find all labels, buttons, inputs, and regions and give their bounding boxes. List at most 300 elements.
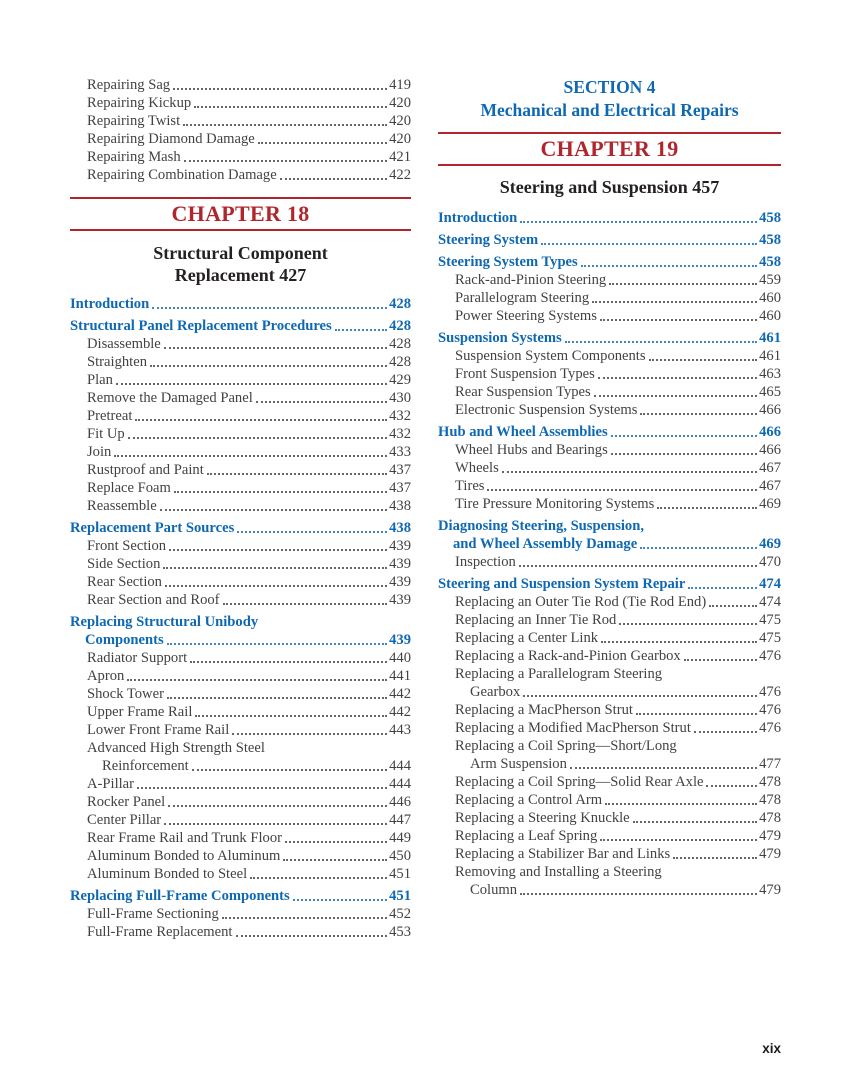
dot-leader bbox=[520, 221, 757, 223]
toc-entry-page: 451 bbox=[389, 888, 411, 904]
chapter-19-kicker: CHAPTER 19 bbox=[540, 136, 679, 161]
toc-entry[interactable] bbox=[438, 611, 781, 629]
toc-entry[interactable] bbox=[70, 425, 411, 443]
toc-entry-label: Aluminum Bonded to Steel bbox=[87, 866, 248, 882]
toc-entry-label: Repairing Twist bbox=[87, 113, 181, 129]
toc-entry-label: Rocker Panel bbox=[87, 794, 166, 810]
dot-leader bbox=[520, 893, 757, 895]
toc-entry-label: Electronic Suspension Systems bbox=[455, 402, 638, 418]
toc-entry[interactable] bbox=[438, 773, 781, 791]
dot-leader bbox=[168, 805, 387, 807]
toc-entry-label: Lower Front Frame Rail bbox=[87, 722, 230, 738]
toc-entry[interactable] bbox=[70, 497, 411, 515]
toc-entry-page: 479 bbox=[759, 846, 781, 862]
toc-entry-page: 476 bbox=[759, 684, 781, 700]
toc-entry-page: 449 bbox=[389, 830, 411, 846]
toc-column-left bbox=[70, 76, 411, 941]
toc-entry[interactable] bbox=[70, 847, 411, 865]
toc-entry-label: Suspension System Components bbox=[455, 348, 646, 364]
toc-entry-label: Fit Up bbox=[87, 426, 125, 442]
toc-entry-page: 458 bbox=[759, 210, 781, 226]
toc-entry-label: Center Pillar bbox=[87, 812, 162, 828]
red-rule-bottom bbox=[70, 229, 411, 231]
toc-entry-label: Components bbox=[85, 632, 164, 648]
chapter-19-title bbox=[438, 176, 781, 198]
toc-entry-label: Side Section bbox=[87, 556, 161, 572]
dot-leader bbox=[207, 473, 387, 475]
toc-entry-page: 428 bbox=[389, 296, 411, 312]
toc-entry-page: 476 bbox=[759, 648, 781, 664]
toc-entry-page: 443 bbox=[389, 722, 411, 738]
toc-entry-page: 458 bbox=[759, 254, 781, 270]
toc-entry-page: 459 bbox=[759, 272, 781, 288]
toc-entries-chapter-18 bbox=[70, 295, 411, 941]
toc-entry-page: 470 bbox=[759, 554, 781, 570]
toc-entry[interactable] bbox=[70, 295, 411, 313]
toc-entry[interactable] bbox=[70, 721, 411, 739]
toc-entry[interactable] bbox=[70, 461, 411, 479]
toc-entry-page: 437 bbox=[389, 480, 411, 496]
toc-entry-page: 439 bbox=[389, 592, 411, 608]
toc-entry[interactable] bbox=[438, 647, 781, 665]
toc-entry-label-line1: Replacing Structural Unibody bbox=[70, 614, 259, 630]
toc-entry-label-line1: Replacing a Parallelogram Steering bbox=[455, 666, 663, 682]
toc-entry-label: Pretreat bbox=[87, 408, 133, 424]
dot-leader bbox=[688, 587, 757, 589]
toc-entry-label: Inspection bbox=[455, 554, 516, 570]
toc-entry-page: 476 bbox=[759, 720, 781, 736]
toc-entry[interactable] bbox=[438, 231, 781, 249]
toc-entry-page: 476 bbox=[759, 702, 781, 718]
dot-leader bbox=[570, 767, 757, 769]
toc-entry-label: Rear Section and Roof bbox=[87, 592, 220, 608]
toc-entry-label: Repairing Kickup bbox=[87, 95, 192, 111]
dot-leader bbox=[150, 365, 387, 367]
toc-entry-page: 469 bbox=[759, 536, 781, 552]
toc-entry-label: Replace Foam bbox=[87, 480, 171, 496]
toc-entry-page: 420 bbox=[389, 95, 411, 111]
dot-leader bbox=[184, 160, 387, 162]
toc-entry-label: Straighten bbox=[87, 354, 147, 370]
toc-entry[interactable] bbox=[438, 791, 781, 809]
dot-leader bbox=[174, 491, 387, 493]
toc-entry-page: 428 bbox=[389, 354, 411, 370]
dot-leader bbox=[709, 605, 757, 607]
dot-leader bbox=[605, 803, 757, 805]
toc-entry-label-line1: Advanced High Strength Steel bbox=[87, 740, 265, 756]
toc-entry[interactable] bbox=[70, 649, 411, 667]
toc-entry-label: Reinforcement bbox=[102, 758, 189, 774]
toc-entry-page: 463 bbox=[759, 366, 781, 382]
dot-leader bbox=[657, 507, 757, 509]
toc-entry[interactable] bbox=[70, 775, 411, 793]
toc-entry-page: 450 bbox=[389, 848, 411, 864]
toc-entry-label: Replacing a Leaf Spring bbox=[455, 828, 598, 844]
toc-entry-page: 478 bbox=[759, 810, 781, 826]
toc-entry-label: Power Steering Systems bbox=[455, 308, 597, 324]
toc-entry-label: Rear Suspension Types bbox=[455, 384, 591, 400]
dot-leader bbox=[600, 839, 757, 841]
dot-leader bbox=[283, 859, 387, 861]
toc-entry-page: 466 bbox=[759, 402, 781, 418]
toc-entry-label: Shock Tower bbox=[87, 686, 164, 702]
dot-leader bbox=[694, 731, 757, 733]
toc-entry[interactable] bbox=[70, 407, 411, 425]
section-4-line2: Mechanical and Electrical Repairs bbox=[480, 100, 739, 120]
toc-entry-label: Structural Panel Replacement Procedures bbox=[70, 318, 332, 334]
toc-entry[interactable] bbox=[70, 573, 411, 591]
toc-entry[interactable] bbox=[438, 575, 781, 593]
dot-leader bbox=[636, 713, 757, 715]
toc-entry-label: Replacing a Rack-and-Pinion Gearbox bbox=[455, 648, 681, 664]
toc-entry[interactable] bbox=[438, 701, 781, 719]
toc-entry-label-line1: Removing and Installing a Steering bbox=[455, 864, 662, 880]
red-rule-bottom bbox=[438, 164, 781, 166]
toc-entry-page: 446 bbox=[389, 794, 411, 810]
toc-entry-page: 439 bbox=[389, 556, 411, 572]
toc-entry-label: Arm Suspension bbox=[470, 756, 567, 772]
dot-leader bbox=[236, 935, 388, 937]
toc-entry[interactable] bbox=[438, 593, 781, 611]
dot-leader bbox=[222, 917, 387, 919]
toc-entry-label: Rack-and-Pinion Steering bbox=[455, 272, 607, 288]
toc-entry[interactable] bbox=[438, 441, 781, 459]
toc-entry-label: Rustproof and Paint bbox=[87, 462, 204, 478]
toc-entry-page: 442 bbox=[389, 704, 411, 720]
toc-entry[interactable] bbox=[438, 307, 781, 325]
chapter-19-banner bbox=[438, 132, 781, 166]
toc-entry[interactable] bbox=[70, 353, 411, 371]
dot-leader bbox=[173, 88, 387, 90]
dot-leader bbox=[673, 857, 757, 859]
toc-entry-page: 420 bbox=[389, 131, 411, 147]
toc-entry-page: 447 bbox=[389, 812, 411, 828]
toc-entry[interactable] bbox=[70, 739, 411, 775]
toc-entry[interactable] bbox=[438, 423, 781, 441]
toc-entry-page: 428 bbox=[389, 336, 411, 352]
dot-leader bbox=[164, 347, 387, 349]
toc-entry[interactable] bbox=[438, 365, 781, 383]
toc-entry[interactable] bbox=[70, 703, 411, 721]
toc-entry[interactable] bbox=[70, 389, 411, 407]
toc-entry-page: 478 bbox=[759, 774, 781, 790]
dot-leader bbox=[601, 641, 757, 643]
dot-leader bbox=[194, 106, 387, 108]
toc-column-right bbox=[438, 76, 781, 899]
toc-entry[interactable] bbox=[70, 335, 411, 353]
toc-entry-page: 444 bbox=[389, 758, 411, 774]
toc-entry-label: Remove the Damaged Panel bbox=[87, 390, 253, 406]
toc-entry-label: Repairing Diamond Damage bbox=[87, 131, 255, 147]
toc-entry-label: Replacing a Control Arm bbox=[455, 792, 603, 808]
toc-entry-page: 432 bbox=[389, 426, 411, 442]
dot-leader bbox=[565, 341, 757, 343]
toc-entry-page: 477 bbox=[759, 756, 781, 772]
toc-entry[interactable] bbox=[438, 271, 781, 289]
dot-leader bbox=[164, 823, 387, 825]
toc-entry-label: Steering System bbox=[438, 232, 539, 248]
dot-leader bbox=[598, 377, 757, 379]
toc-entry[interactable] bbox=[438, 809, 781, 827]
toc-entry-page: 461 bbox=[759, 348, 781, 364]
toc-entry[interactable] bbox=[70, 112, 411, 130]
toc-entry[interactable] bbox=[70, 829, 411, 847]
toc-entry-label-line1: Replacing a Coil Spring—Short/Long bbox=[455, 738, 677, 754]
dot-leader bbox=[165, 585, 387, 587]
toc-entry[interactable] bbox=[70, 371, 411, 389]
toc-entry-label: Repairing Mash bbox=[87, 149, 181, 165]
toc-entry-label: Replacing an Inner Tie Rod bbox=[455, 612, 617, 628]
dot-leader bbox=[223, 603, 388, 605]
dot-leader bbox=[183, 124, 387, 126]
toc-entry-page: 422 bbox=[389, 167, 411, 183]
toc-entry-page: 469 bbox=[759, 496, 781, 512]
toc-entry-label: Gearbox bbox=[470, 684, 521, 700]
toc-entry-label: Apron bbox=[87, 668, 125, 684]
dot-leader bbox=[640, 547, 757, 549]
toc-entry-label: Rear Section bbox=[87, 574, 162, 590]
dot-leader bbox=[600, 319, 757, 321]
dot-leader bbox=[285, 841, 387, 843]
toc-entry[interactable] bbox=[438, 665, 781, 701]
dot-leader bbox=[128, 437, 387, 439]
chapter-18-title-line1: Structural Component bbox=[153, 243, 328, 263]
toc-entry[interactable] bbox=[438, 845, 781, 863]
toc-entry-label: Parallelogram Steering bbox=[455, 290, 590, 306]
toc-entry[interactable] bbox=[70, 148, 411, 166]
dot-leader bbox=[633, 821, 757, 823]
toc-entry-label: Replacing a Center Link bbox=[455, 630, 599, 646]
toc-entry-label: Replacing an Outer Tie Rod (Tie Rod End) bbox=[455, 594, 707, 610]
toc-entry-label: Repairing Sag bbox=[87, 77, 171, 93]
toc-entry-page: 466 bbox=[759, 424, 781, 440]
toc-entry-label: Replacing a MacPherson Strut bbox=[455, 702, 633, 718]
toc-entry[interactable] bbox=[70, 793, 411, 811]
toc-entry-label: Column bbox=[470, 882, 518, 898]
toc-entry[interactable] bbox=[70, 443, 411, 461]
toc-entry-page: 437 bbox=[389, 462, 411, 478]
toc-entry-page: 432 bbox=[389, 408, 411, 424]
dot-leader bbox=[619, 623, 757, 625]
toc-entry[interactable] bbox=[438, 329, 781, 347]
toc-entry-label: Introduction bbox=[438, 210, 518, 226]
dot-leader bbox=[190, 661, 387, 663]
dot-leader bbox=[167, 697, 387, 699]
toc-entry-page: 474 bbox=[759, 576, 781, 592]
toc-entry-page: 433 bbox=[389, 444, 411, 460]
toc-entry-page: 441 bbox=[389, 668, 411, 684]
toc-entry-page: 421 bbox=[389, 149, 411, 165]
toc-entry[interactable] bbox=[70, 166, 411, 184]
toc-entry-page: 467 bbox=[759, 478, 781, 494]
chapter-18-banner bbox=[70, 197, 411, 231]
dot-leader bbox=[487, 489, 757, 491]
dot-leader bbox=[250, 877, 387, 879]
chapter-18-kicker: CHAPTER 18 bbox=[171, 201, 310, 226]
toc-entry[interactable] bbox=[70, 887, 411, 905]
dot-leader bbox=[335, 329, 387, 331]
toc-entries-chapter-17-continued bbox=[70, 76, 411, 184]
toc-entry[interactable] bbox=[438, 289, 781, 307]
dot-leader bbox=[609, 283, 757, 285]
toc-entry[interactable] bbox=[70, 685, 411, 703]
toc-entry-page: 438 bbox=[389, 520, 411, 536]
toc-entry[interactable] bbox=[438, 863, 781, 899]
toc-entry-page: 460 bbox=[759, 290, 781, 306]
dot-leader bbox=[293, 899, 387, 901]
toc-entry[interactable] bbox=[70, 519, 411, 537]
chapter-19-title-line1: Steering and Suspension 457 bbox=[499, 177, 720, 197]
dot-leader bbox=[114, 455, 387, 457]
toc-entry-page: 430 bbox=[389, 390, 411, 406]
dot-leader bbox=[258, 142, 387, 144]
toc-entry-label: Radiator Support bbox=[87, 650, 188, 666]
dot-leader bbox=[592, 301, 757, 303]
toc-entry-page: 475 bbox=[759, 612, 781, 628]
toc-entry-label: and Wheel Assembly Damage bbox=[453, 536, 638, 552]
toc-entry[interactable] bbox=[70, 317, 411, 335]
toc-entry-page: 451 bbox=[389, 866, 411, 882]
toc-entry-label: Front Section bbox=[87, 538, 167, 554]
toc-entry-label: Join bbox=[87, 444, 112, 460]
toc-entry[interactable] bbox=[70, 923, 411, 941]
toc-entry-page: 444 bbox=[389, 776, 411, 792]
toc-entry-label: Tires bbox=[455, 478, 485, 494]
dot-leader bbox=[127, 679, 387, 681]
toc-entry[interactable] bbox=[438, 737, 781, 773]
dot-leader bbox=[640, 413, 757, 415]
toc-entry[interactable] bbox=[70, 76, 411, 94]
toc-entry[interactable] bbox=[70, 667, 411, 685]
dot-leader bbox=[523, 695, 757, 697]
toc-entry-page: 466 bbox=[759, 442, 781, 458]
dot-leader bbox=[581, 265, 757, 267]
toc-entry[interactable] bbox=[438, 253, 781, 271]
toc-entry[interactable] bbox=[438, 517, 781, 553]
toc-entry-page: 428 bbox=[389, 318, 411, 334]
dot-leader bbox=[541, 243, 757, 245]
toc-entry[interactable] bbox=[70, 555, 411, 573]
toc-entry[interactable] bbox=[438, 209, 781, 227]
toc-entry-label: Steering and Suspension System Repair bbox=[438, 576, 686, 592]
toc-entry-label: Replacement Part Sources bbox=[70, 520, 235, 536]
toc-entry[interactable] bbox=[438, 401, 781, 419]
dot-leader bbox=[192, 769, 387, 771]
dot-leader bbox=[611, 435, 757, 437]
toc-entry-label: Replacing a Coil Spring—Solid Rear Axle bbox=[455, 774, 704, 790]
dot-leader bbox=[611, 453, 757, 455]
toc-entry[interactable] bbox=[70, 130, 411, 148]
dot-leader bbox=[232, 733, 387, 735]
toc-entry-page: 429 bbox=[389, 372, 411, 388]
toc-entry[interactable] bbox=[438, 383, 781, 401]
section-4-heading bbox=[438, 76, 781, 122]
toc-entry-page: 438 bbox=[389, 498, 411, 514]
toc-entry-page: 440 bbox=[389, 650, 411, 666]
dot-leader bbox=[167, 643, 387, 645]
toc-entry[interactable] bbox=[438, 459, 781, 477]
toc-entry[interactable] bbox=[70, 865, 411, 883]
toc-entry[interactable] bbox=[438, 477, 781, 495]
chapter-18-title bbox=[70, 242, 411, 286]
toc-entry-page: 458 bbox=[759, 232, 781, 248]
toc-entry[interactable] bbox=[70, 613, 411, 649]
toc-entry[interactable] bbox=[438, 553, 781, 571]
toc-entry-page: 478 bbox=[759, 792, 781, 808]
toc-entry-label: Tire Pressure Monitoring Systems bbox=[455, 496, 655, 512]
toc-entry-page: 442 bbox=[389, 686, 411, 702]
toc-entry-label-line1: Diagnosing Steering, Suspension, bbox=[438, 518, 644, 534]
toc-entry-label: Aluminum Bonded to Aluminum bbox=[87, 848, 281, 864]
toc-entry[interactable] bbox=[70, 905, 411, 923]
toc-entry[interactable] bbox=[70, 811, 411, 829]
toc-entry-page: 479 bbox=[759, 882, 781, 898]
toc-entries-chapter-19 bbox=[438, 209, 781, 899]
toc-entry-label: Reassemble bbox=[87, 498, 157, 514]
toc-entry[interactable] bbox=[70, 94, 411, 112]
dot-leader bbox=[195, 715, 387, 717]
toc-entry[interactable] bbox=[70, 479, 411, 497]
toc-entry-label: Replacing Full-Frame Components bbox=[70, 888, 290, 904]
dot-leader bbox=[163, 567, 387, 569]
toc-entry-page: 467 bbox=[759, 460, 781, 476]
toc-entry[interactable] bbox=[70, 537, 411, 555]
toc-entry-page: 452 bbox=[389, 906, 411, 922]
toc-entry-label: Steering System Types bbox=[438, 254, 578, 270]
toc-entry-label: Wheels bbox=[455, 460, 499, 476]
dot-leader bbox=[160, 509, 387, 511]
toc-entry-label: Wheel Hubs and Bearings bbox=[455, 442, 608, 458]
toc-entry-label: Upper Frame Rail bbox=[87, 704, 193, 720]
dot-leader bbox=[706, 785, 757, 787]
toc-entry-label: Repairing Combination Damage bbox=[87, 167, 277, 183]
toc-entry-label: A-Pillar bbox=[87, 776, 135, 792]
dot-leader bbox=[135, 419, 387, 421]
toc-entry-page: 439 bbox=[389, 538, 411, 554]
toc-entry-label: Front Suspension Types bbox=[455, 366, 595, 382]
toc-entry-page: 439 bbox=[389, 574, 411, 590]
dot-leader bbox=[519, 565, 757, 567]
toc-entry[interactable] bbox=[438, 347, 781, 365]
toc-entry[interactable] bbox=[438, 827, 781, 845]
toc-entry-page: 419 bbox=[389, 77, 411, 93]
toc-entry[interactable] bbox=[70, 591, 411, 609]
toc-entry-page: 465 bbox=[759, 384, 781, 400]
dot-leader bbox=[502, 471, 757, 473]
toc-entry-label: Replacing a Stabilizer Bar and Links bbox=[455, 846, 671, 862]
dot-leader bbox=[594, 395, 757, 397]
dot-leader bbox=[169, 549, 387, 551]
toc-entry-label: Introduction bbox=[70, 296, 150, 312]
dot-leader bbox=[649, 359, 758, 361]
chapter-18-title-line2: Replacement 427 bbox=[174, 265, 307, 285]
toc-entry-page: 474 bbox=[759, 594, 781, 610]
dot-leader bbox=[237, 531, 387, 533]
dot-leader bbox=[684, 659, 757, 661]
toc-entry[interactable] bbox=[438, 719, 781, 737]
toc-entry[interactable] bbox=[438, 495, 781, 513]
toc-entry[interactable] bbox=[438, 629, 781, 647]
toc-entry-page: 453 bbox=[389, 924, 411, 940]
toc-entry-label: Full-Frame Replacement bbox=[87, 924, 233, 940]
toc-entry-label: Suspension Systems bbox=[438, 330, 562, 346]
toc-entry-page: 460 bbox=[759, 308, 781, 324]
toc-entry-label: Rear Frame Rail and Trunk Floor bbox=[87, 830, 282, 846]
page-number-folio: xix bbox=[762, 1041, 781, 1056]
dot-leader bbox=[256, 401, 387, 403]
toc-entry-label: Replacing a Steering Knuckle bbox=[455, 810, 630, 826]
toc-entry-label: Disassemble bbox=[87, 336, 161, 352]
